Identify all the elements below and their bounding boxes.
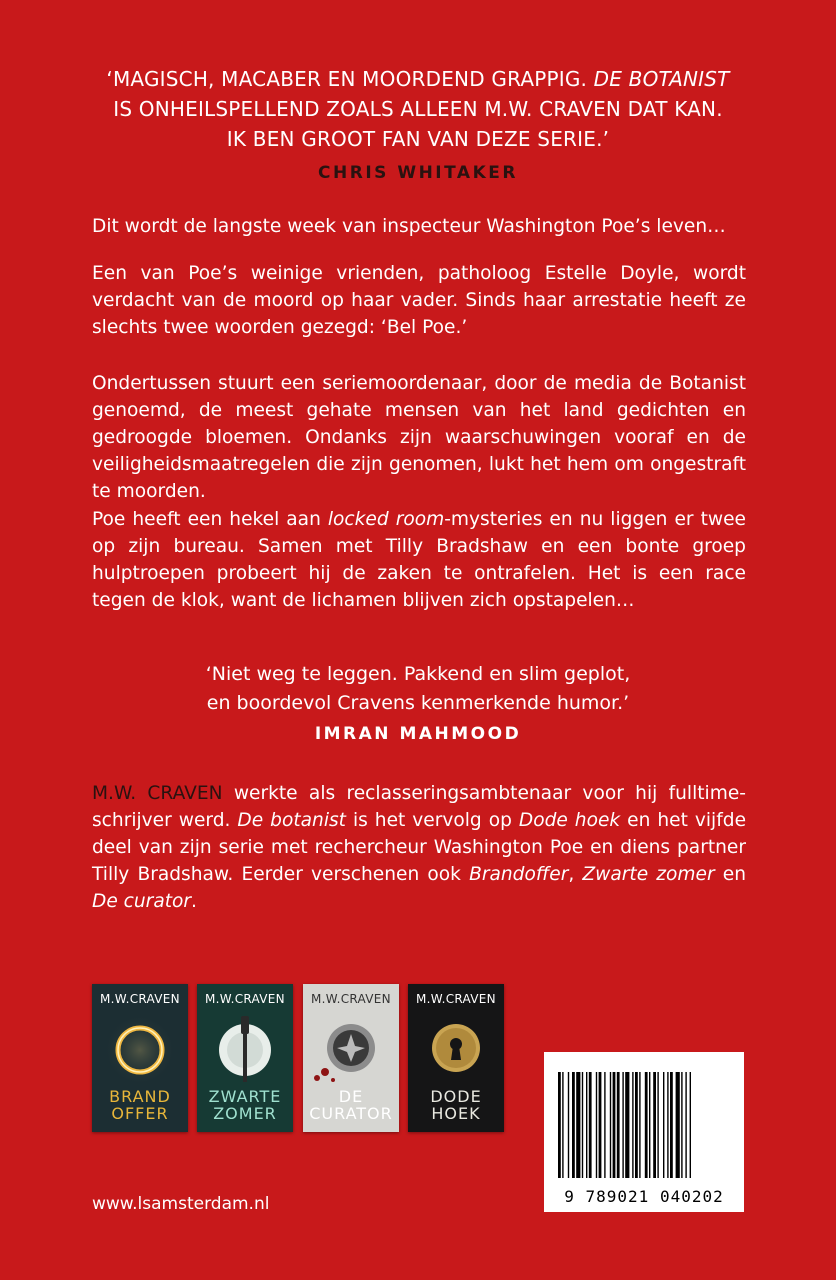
plate-cutlery-icon	[197, 1006, 293, 1086]
blurb-paragraph-2: Een van Poe’s weinige vrienden, patholoog Estelle Doyle, wordt verdacht van de moord op haar vader. Sinds haar arrestatie heeft ze slechts twee woorden gezegd: ‘Bel Poe.’	[92, 263, 746, 338]
cover-brandoffer	[92, 984, 188, 1132]
publisher-website[interactable]: www.lsamsterdam.nl	[92, 1194, 270, 1214]
cover-title: BRAND OFFER	[109, 1087, 171, 1123]
quote-line: IS ONHEILSPELLEND ZOALS ALLEEN M.W. CRAVEN DAT KAN.	[113, 97, 723, 121]
cover-dode-hoek	[408, 984, 504, 1132]
cover-title: ZWARTE ZOMER	[208, 1087, 282, 1123]
isbn-number: 9 789021 040202	[564, 1187, 724, 1206]
quote-line: ‘Niet weg te leggen. Pakkend en slim geplot,	[205, 663, 631, 685]
cover-author: M.W.CRAVEN	[416, 992, 496, 1006]
burning-ring-icon	[92, 1006, 188, 1086]
blurb-paragraph-3: Ondertussen stuurt een seriemoordenaar, door de media de Botanist genoemd, de meest gehate mensen van het land gedichten en gedroogde bloemen. Ondanks zijn waarschuwingen vooraf en de veiligheidsmaatregelen die zijn genomen, lukt het hem om ongestraft te moorden.	[92, 373, 746, 502]
cover-author: M.W.CRAVEN	[311, 992, 391, 1006]
cover-title: DODE HOEK	[430, 1087, 482, 1123]
blurb-paragraph-1: Dit wordt de langste week van inspecteur Washington Poe’s leven…	[92, 216, 726, 237]
keyhole-icon	[408, 1006, 504, 1086]
cover-de-curator	[303, 984, 399, 1132]
blurb-paragraph-4: Poe heeft een hekel aan locked room-mysteries en nu liggen er twee op zijn bureau. Samen met Tilly Bradshaw en een bonte groep hulptroepen probeert hij de zaken te ontrafelen. Het is een race tegen de klok, want de lichamen blijven zich opstapelen…	[92, 509, 746, 611]
top-review-quote	[60, 64, 776, 188]
quote-book-title: DE BOTANIST	[593, 67, 730, 91]
cover-author: M.W.CRAVEN	[205, 992, 285, 1006]
middle-review-quote	[80, 660, 756, 749]
quote-line: en boordevol Cravens kenmerkende humor.’	[206, 692, 630, 714]
quote-author: CHRIS WHITAKER	[318, 163, 518, 183]
quote-line: ‘MAGISCH, MACABER EN MOORDEND GRAPPIG.	[106, 67, 594, 91]
quote-line: IK BEN GROOT FAN VAN DEZE SERIE.’	[226, 127, 610, 151]
author-bio: M.W. CRAVEN werkte als reclasseringsambtenaar voor hij fulltimeschrijver werd. De botanist is het vervolg op Dode hoek en het vijfde deel van zijn serie met rechercheur Washington Poe en diens partner Tilly Bradshaw. Eerder verschenen ook Brandoffer, Zwarte zomer en De curator.	[92, 783, 747, 912]
cover-author: M.W.CRAVEN	[100, 992, 180, 1006]
cover-title: DE CURATOR	[309, 1087, 393, 1123]
bio-author-name: M.W. CRAVEN	[92, 783, 223, 804]
cover-zwarte-zomer	[197, 984, 293, 1132]
quote-author: IMRAN MAHMOOD	[314, 724, 522, 744]
isbn-barcode	[544, 1052, 744, 1212]
drain-icon	[303, 1006, 399, 1086]
barcode-bars	[558, 1072, 730, 1178]
